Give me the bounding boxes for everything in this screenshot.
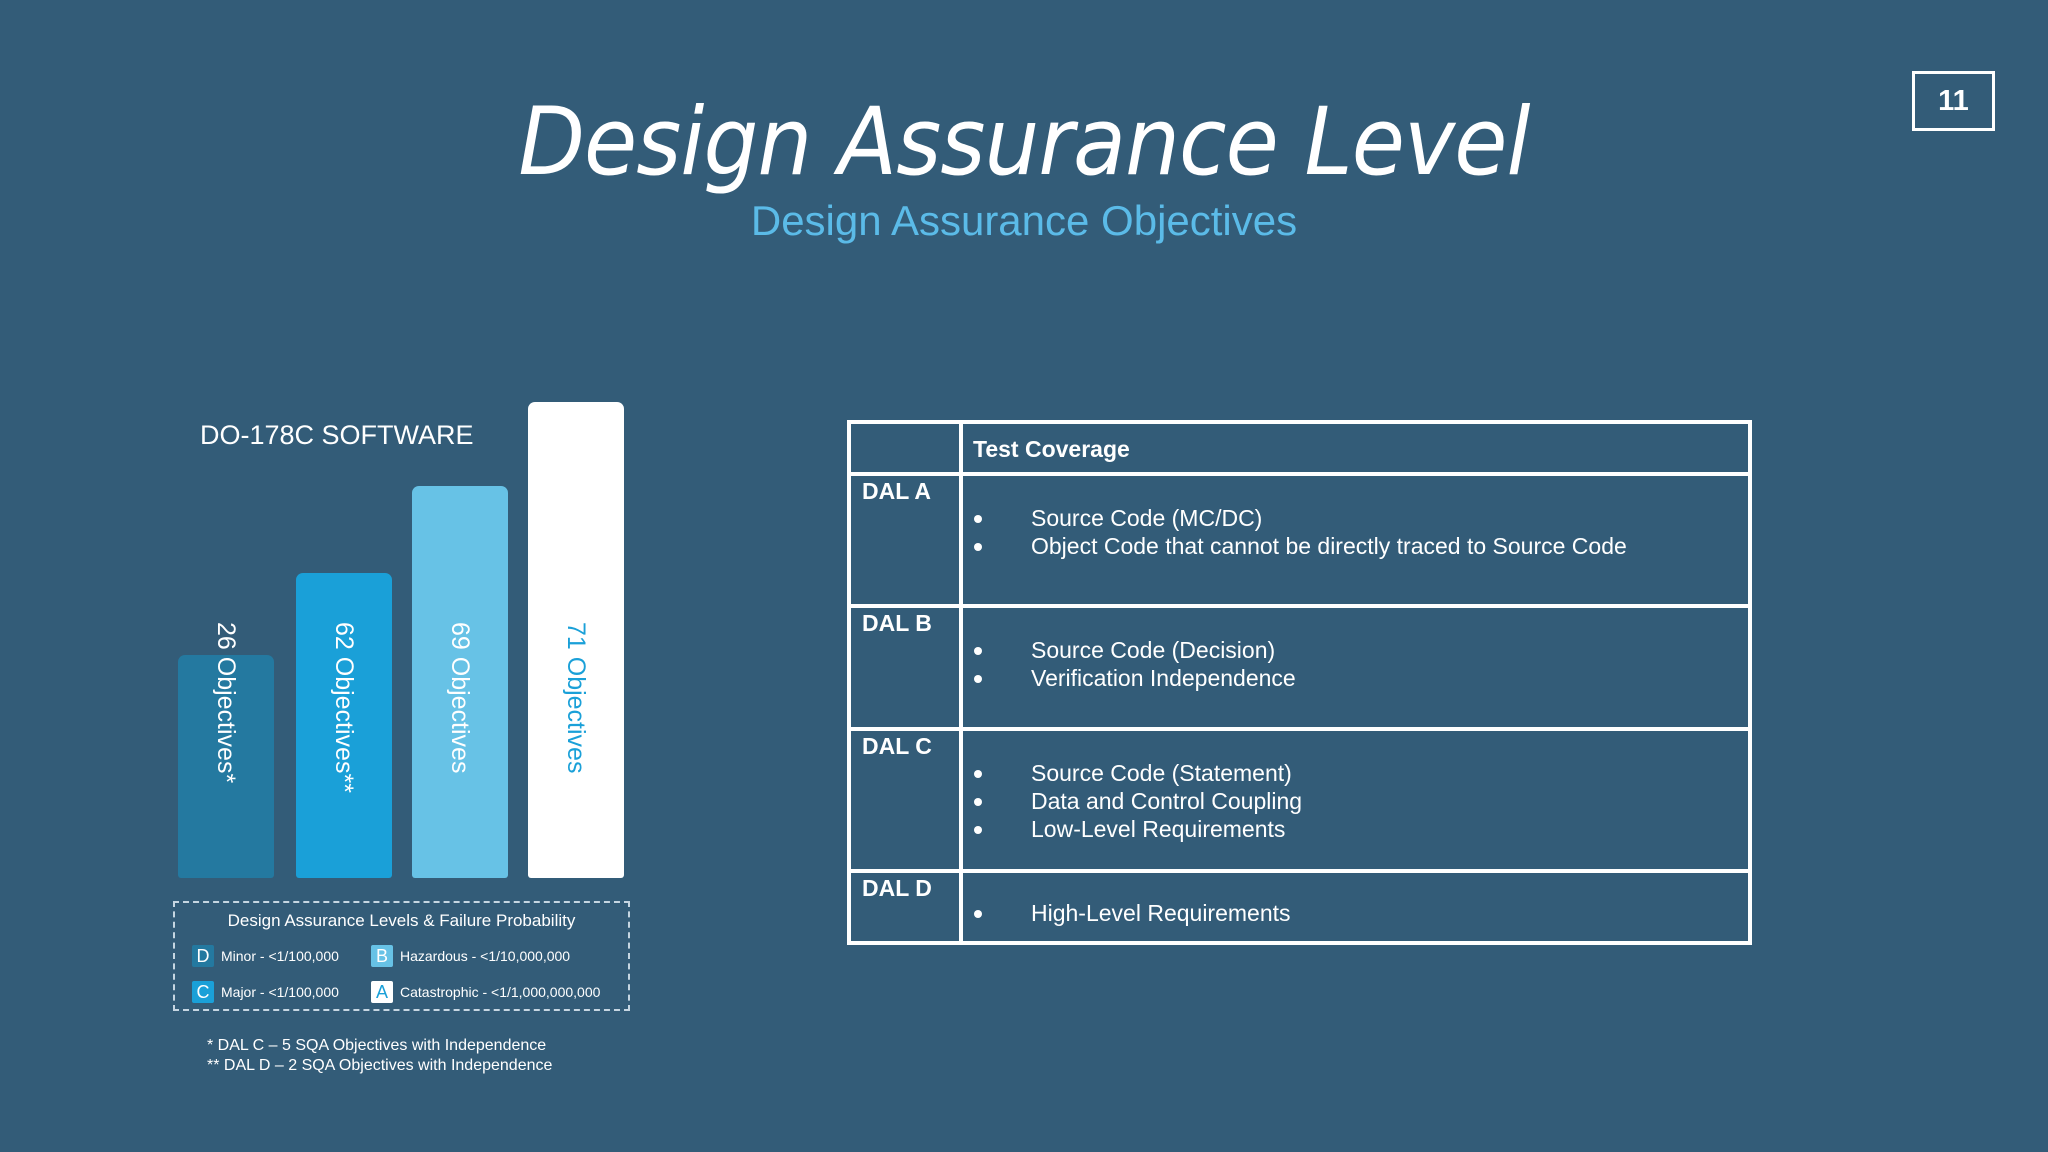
legend-item-label: Major - <1/100,000 [221,984,339,1000]
legend-item-a [371,981,600,1003]
dal-label: DAL A [862,478,931,504]
coverage-item: Source Code (Statement) [963,759,1748,787]
legend-key-b: B [371,945,393,967]
table-row [849,871,1750,943]
bar-label: 26 Objectives* [212,622,240,784]
coverage-item: High-Level Requirements [963,899,1748,927]
table-row [849,606,1750,729]
slide-title: Design Assurance Level [518,88,1530,197]
legend-item-b [371,945,570,967]
slide-number: 11 [1912,71,1995,131]
legend-item-label: Catastrophic - <1/1,000,000,000 [400,984,601,1000]
dal-cell [849,729,961,871]
bar-dal-d [178,622,274,878]
table-row [849,729,1750,871]
legend-key-d: D [192,945,214,967]
legend [173,901,630,1011]
bar-label: 69 Objectives [446,622,474,774]
legend-item-c [192,981,339,1003]
dal-label: DAL D [862,875,932,901]
dal-cell [849,606,961,729]
footnote: ** DAL D – 2 SQA Objectives with Independence [207,1057,553,1074]
bar-label: 62 Objectives** [330,622,358,793]
table-header-row [849,422,1750,474]
coverage-item: Object Code that cannot be directly traced to Source Code [963,532,1748,560]
coverage-cell [961,474,1750,606]
legend-key-a: A [371,981,393,1003]
coverage-item: Source Code (Decision) [963,636,1748,664]
dal-cell [849,474,961,606]
legend-key-c: C [192,981,214,1003]
header-empty-cell [849,422,961,474]
header-cell [961,422,1750,474]
coverage-item: Source Code (MC/DC) [963,504,1748,532]
legend-item-label: Hazardous - <1/10,000,000 [400,948,571,964]
coverage-cell [961,729,1750,871]
chart-label: DO-178C SOFTWARE [200,420,474,450]
bar-dal-c [296,573,392,878]
coverage-item: Data and Control Coupling [963,787,1748,815]
slide-subtitle: Design Assurance Objectives [750,197,1298,244]
footnote: * DAL C – 5 SQA Objectives with Independence [207,1037,547,1054]
dal-label: DAL B [862,610,932,636]
coverage-item: Low-Level Requirements [963,815,1748,843]
table-row [849,474,1750,606]
dal-cell [849,871,961,943]
bar-dal-b [412,486,508,878]
footnotes [207,1036,552,1076]
coverage-cell [961,871,1750,943]
dal-label: DAL C [862,733,932,759]
legend-item-d [192,945,339,967]
test-coverage-header: Test Coverage [973,436,1130,462]
coverage-item: Verification Independence [963,664,1748,692]
legend-item-label: Minor - <1/100,000 [221,948,339,964]
test-coverage-table [847,420,1752,945]
coverage-cell [961,606,1750,729]
legend-title: Design Assurance Levels & Failure Probability [227,911,576,930]
bar-label: 71 Objectives [562,622,590,774]
bar-dal-a [528,402,624,878]
